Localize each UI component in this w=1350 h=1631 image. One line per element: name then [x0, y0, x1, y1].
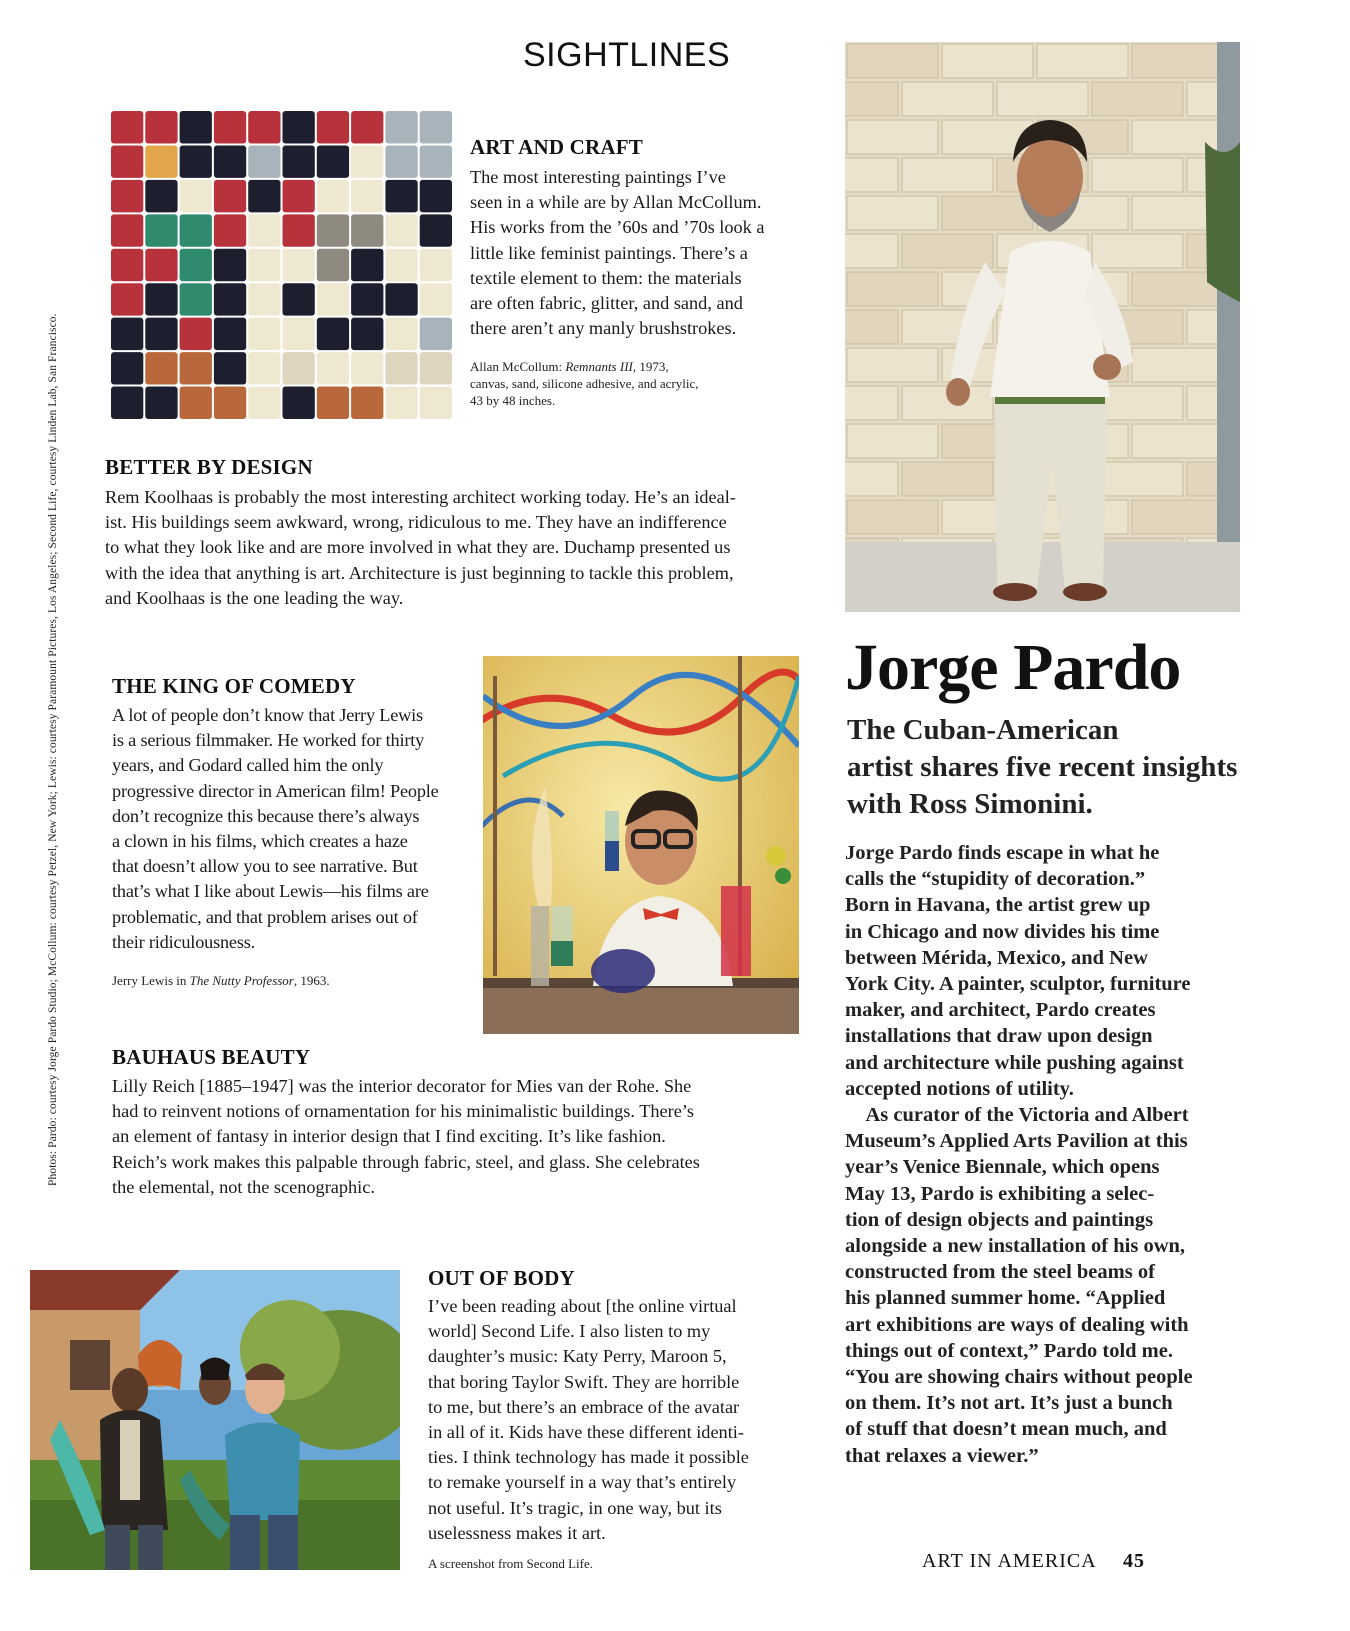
out-of-body-heading: OUT OF BODY	[428, 1266, 575, 1290]
nutty-professor-caption: Jerry Lewis in The Nutty Professor, 1963.	[112, 973, 330, 988]
folio-magazine: ART IN AMERICA	[922, 1550, 1097, 1572]
king-of-comedy-heading: THE KING OF COMEDY	[112, 674, 356, 698]
mccollum-painting-image	[110, 110, 453, 420]
feature-dek: The Cuban-American artist shares five recent insights with Ross Simonini.	[847, 714, 1238, 820]
section-title: SIGHTLINES	[523, 36, 731, 74]
out-of-body-text: I’ve been reading about [the online virtual world] Second Life. I also listen to my daughter’s music: Katy Perry, Maroon 5, that boring Taylor Swift. They are horrible to me, but there’s an embrace of the avatar in all of it. Kids have these different identi- ties. I think technology has made it possible to remake yourself in a way that’s entirely not useful. It’s tragic, in one way, but its uselessness makes it art.	[428, 1296, 749, 1543]
mccollum-caption: Allan McCollum: Remnants III, 1973, canvas, sand, silicone adhesive, and acrylic, 43 by 48 inches.	[470, 359, 699, 408]
second-life-image	[30, 1270, 400, 1570]
bauhaus-beauty-heading: BAUHAUS BEAUTY	[112, 1045, 311, 1069]
art-and-craft-text: The most interesting paintings I’ve seen in a while are by Allan McCollum. His works from the ’60s and ’70s look a little like feminist paintings. There’s a textile element to them: the materials are often fabric, glitter, and sand, and there aren’t any manly brushstrokes.	[470, 167, 765, 339]
king-of-comedy-text: A lot of people don’t know that Jerry Lewis is a serious filmmaker. He worked for thirty years, and Godard called him the only progressive director in American film! People don’t recognize this because there’s always a clown in his films, which creates a haze that doesn’t allow you to see narrative. But that’s what I like about Lewis—his films are problematic, and that problem arises out of their ridiculousness.	[112, 705, 439, 952]
second-life-caption: A screenshot from Second Life.	[428, 1556, 593, 1571]
jorge-pardo-portrait	[845, 42, 1240, 612]
bauhaus-beauty-text: Lilly Reich [1885–1947] was the interior decorator for Mies van der Rohe. She had to reinvent notions of ornamentation for his minimalistic buildings. There’s an element of fantasy in interior design that I find exciting. It’s like fashion. Reich’s work makes this palpable through fabric, steel, and glass. She celebrates the elemental, not the scenographic.	[112, 1076, 700, 1197]
nutty-professor-image	[483, 656, 799, 1034]
better-by-design-heading: BETTER BY DESIGN	[105, 455, 313, 479]
feature-name: Jorge Pardo	[845, 631, 1181, 704]
art-and-craft-heading: ART AND CRAFT	[470, 135, 643, 159]
photo-credit: Photos: Pardo: courtesy Jorge Pardo Studio; McCollum: courtesy Petzel, New York; Lewis: courtesy Paramount Pictures, Los Angeles; Second Life, courtesy Linden Lab, San Francisco.	[47, 313, 59, 1186]
page-number: 45	[1123, 1550, 1145, 1572]
feature-intro: Jorge Pardo finds escape in what he calls the “stupidity of decoration.” Born in Havana, the artist grew up in Chicago and now divides his time between Mérida, Mexico, and New York City. A painter, sculptor, furniture maker, and architect, Pardo creates installations that draw upon design and architecture while pushing against accepted notions of utility. As curator of the Victoria and Albert Museum’s Applied Arts Pavilion at this year’s Venice Biennale, which opens May 13, Pardo is exhibiting a selec- tion of design objects and paintings alongside a new installation of his own, constructed from the steel beams of his planned summer home. “Applied art exhibitions are ways of dealing with things out of context,” Pardo told me. “You are showing chairs without people on them. It’s not art. It’s just a bunch of stuff that doesn’t mean much, and that relaxes a viewer.”	[845, 842, 1193, 1467]
better-by-design-text: Rem Koolhaas is probably the most interesting architect working today. He’s an ideal- ist. His buildings seem awkward, wrong, ridiculous to me. They have an indifference to what they look like and are more involved in what they are. Duchamp presented us with the idea that anything is art. Architecture is just beginning to tackle this problem, and Koolhaas is the one leading the way.	[105, 487, 736, 608]
